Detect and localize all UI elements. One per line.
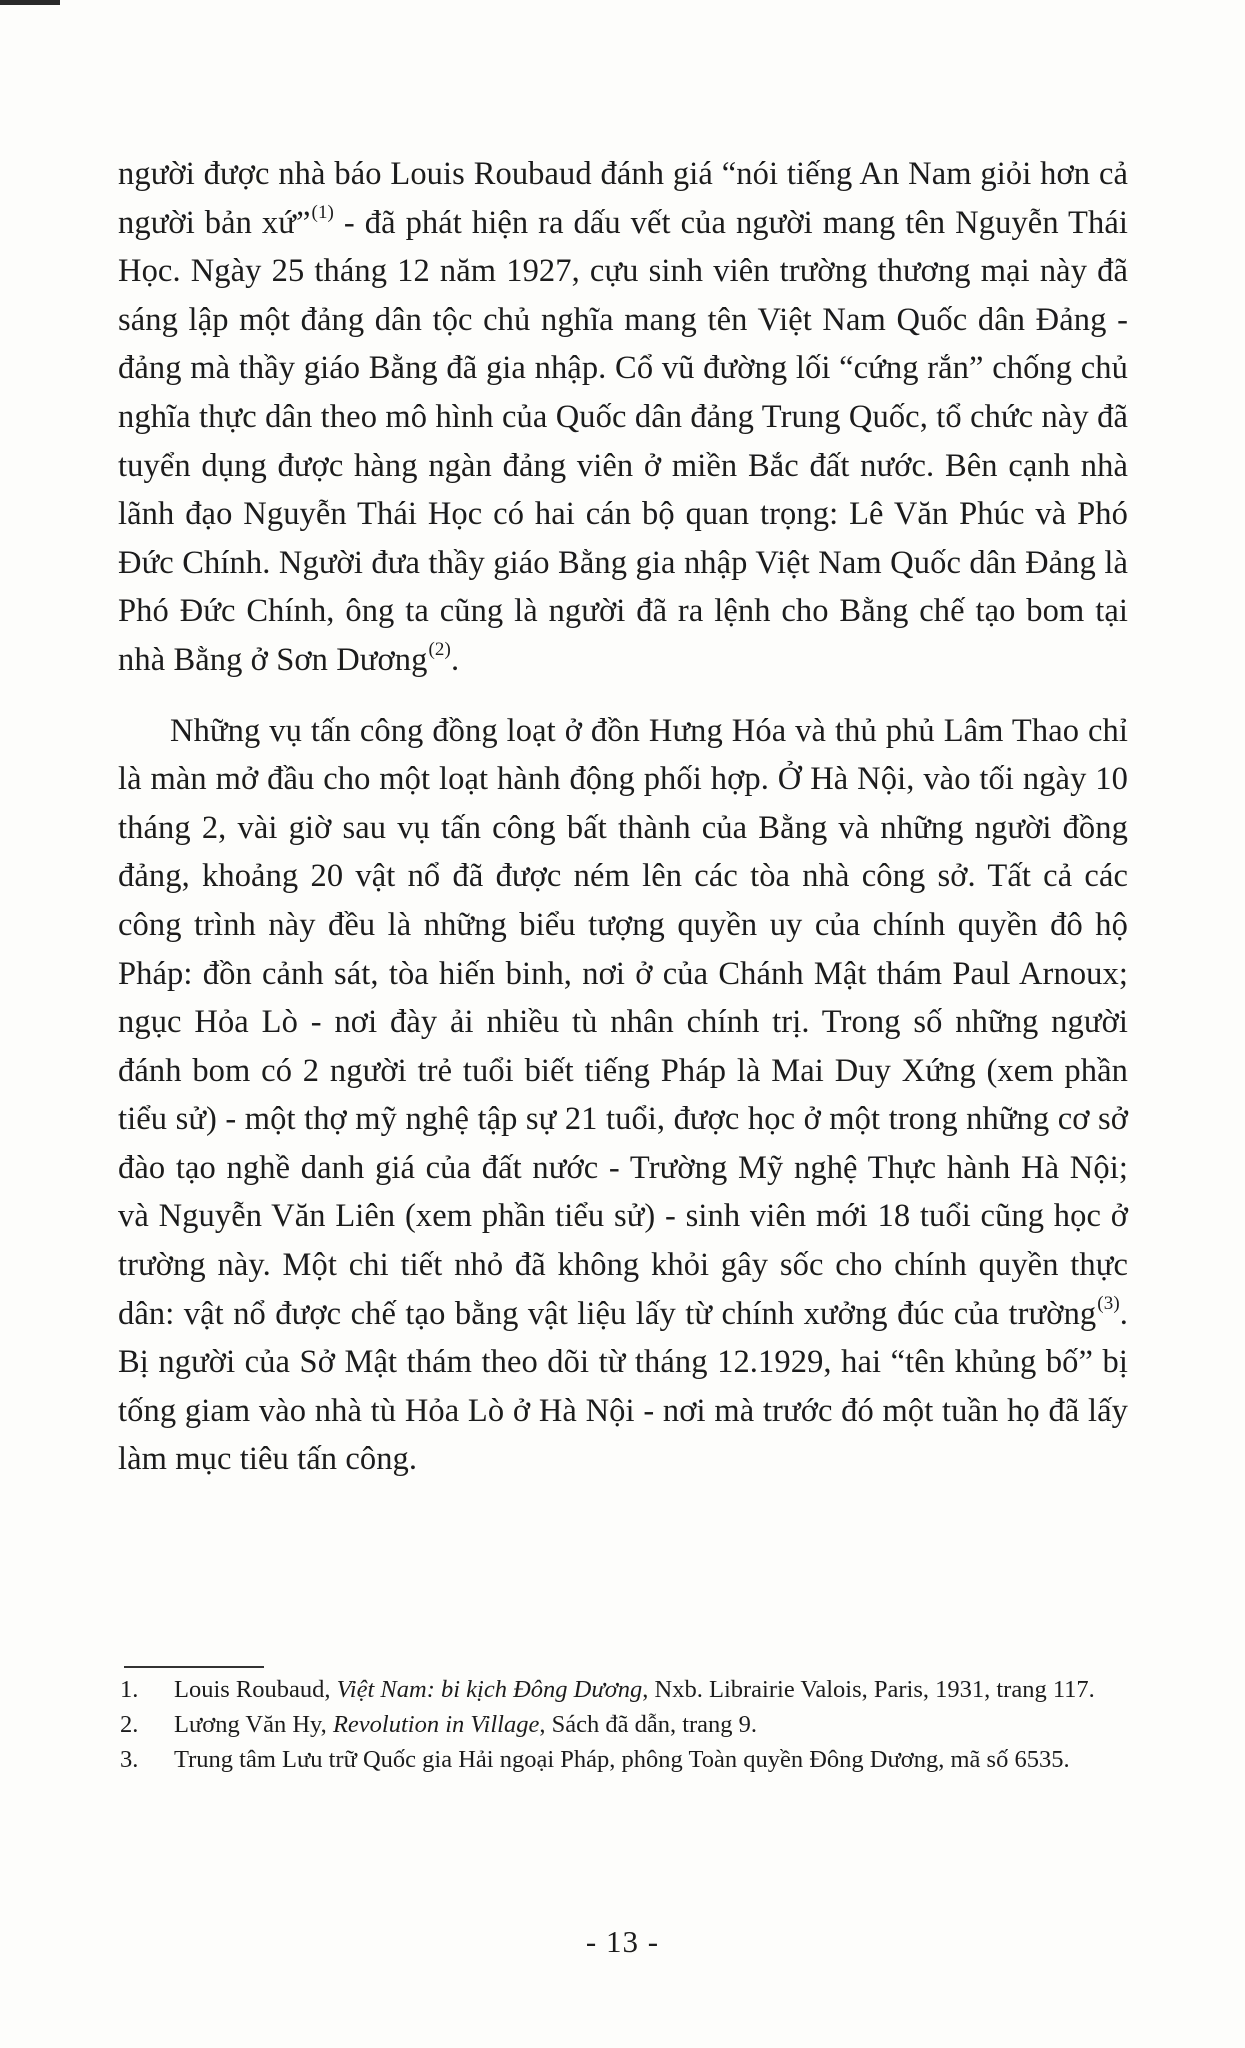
footnotes-list — [120, 1672, 1130, 1777]
paragraph-2 — [118, 707, 1128, 1485]
paragraph-1 — [118, 150, 1128, 685]
footnote-divider — [124, 1666, 264, 1668]
footnote-text: Louis Roubaud, Việt Nam: bi kịch Đông Dương, Nxb. Librairie Valois, Paris, 1931, trang 117. — [174, 1676, 1095, 1703]
footnote-number: 2. — [120, 1711, 139, 1738]
footnote-item — [120, 1672, 1130, 1707]
footnote-marker: (3) — [1097, 1292, 1120, 1314]
text-run: . — [450, 641, 460, 678]
footnote-marker: (2) — [428, 639, 451, 661]
footnote-item — [120, 1742, 1130, 1777]
footnote-number: 3. — [120, 1746, 139, 1773]
footnote-number: 1. — [120, 1676, 139, 1703]
footnote-text: Lương Văn Hy, Revolution in Village, Sách đã dẫn, trang 9. — [174, 1711, 758, 1738]
scan-edge-mark — [0, 0, 60, 5]
footnote-text: Trung tâm Lưu trữ Quốc gia Hải ngoại Pháp, phông Toàn quyền Đông Dương, mã số 6535. — [174, 1746, 1070, 1773]
page-number: - 13 - — [585, 1924, 660, 1959]
text-run: . Bị người của Sở Mật thám theo dõi từ tháng 12.1929, hai “tên khủng bố” bị tống giam vào nhà tù Hỏa Lò ở Hà Nội - nơi mà trước đó một tuần họ đã lấy làm mục tiêu tấn công. — [118, 1295, 1128, 1478]
footnote-item — [120, 1707, 1130, 1742]
text-run: - đã phát hiện ra dấu vết của người mang tên Nguyễn Thái Học. Ngày 25 tháng 12 năm 1927, cựu sinh viên trường thương mại này đã sáng lập một đảng dân tộc chủ nghĩa mang tên Việt Nam Quốc dân Đảng - đảng mà thầy giáo Bằng đã gia nhập. Cổ vũ đường lối “cứng rắn” chống chủ nghĩa thực dân theo mô hình của Quốc dân đảng Trung Quốc, tổ chức này đã tuyển dụng được hàng ngàn đảng viên ở miền Bắc đất nước. Bên cạnh nhà lãnh đạo Nguyễn Thái Học có hai cán bộ quan trọng: Lê Văn Phúc và Phó Đức Chính. Người đưa thầy giáo Bằng gia nhập Việt Nam Quốc dân Đảng là Phó Đức Chính, ông ta cũng là người đã ra lệnh cho Bằng chế tạo bom tại nhà Bằng ở Sơn Dương — [118, 204, 1128, 678]
text-run: Những vụ tấn công đồng loạt ở đồn Hưng Hóa và thủ phủ Lâm Thao chỉ là màn mở đầu cho một loạt hành động phối hợp. Ở Hà Nội, vào tối ngày 10 tháng 2, vài giờ sau vụ tấn công bất thành của Bằng và những người đồng đảng, khoảng 20 vật nổ đã được ném lên các tòa nhà công sở. Tất cả các công trình này đều là những biểu tượng quyền uy của chính quyền đô hộ Pháp: đồn cảnh sát, tòa hiến binh, nơi ở của Chánh Mật thám Paul Arnoux; ngục Hỏa Lò - nơi đày ải nhiều tù nhân chính trị. Trong số những người đánh bom có 2 người trẻ tuổi biết tiếng Pháp là Mai Duy Xứng (xem phần tiểu sử) - một thợ mỹ nghệ tập sự 21 tuổi, được học ở một trong những cơ sở đào tạo nghề danh giá của đất nước - Trường Mỹ nghệ Thực hành Hà Nội; và Nguyễn Văn Liên (xem phần tiểu sử) - sinh viên mới 18 tuổi cũng học ở trường này. Một chi tiết nhỏ đã không khỏi gây sốc cho chính quyền thực dân: vật nổ được chế tạo bằng vật liệu lấy từ chính xưởng đúc của trường — [118, 712, 1128, 1332]
text-run: người được nhà báo Louis Roubaud đánh giá “nói tiếng An Nam giỏi hơn cả người bản xứ” — [118, 156, 1128, 241]
footnote-marker: (1) — [311, 201, 334, 223]
body-text — [118, 150, 1128, 1484]
